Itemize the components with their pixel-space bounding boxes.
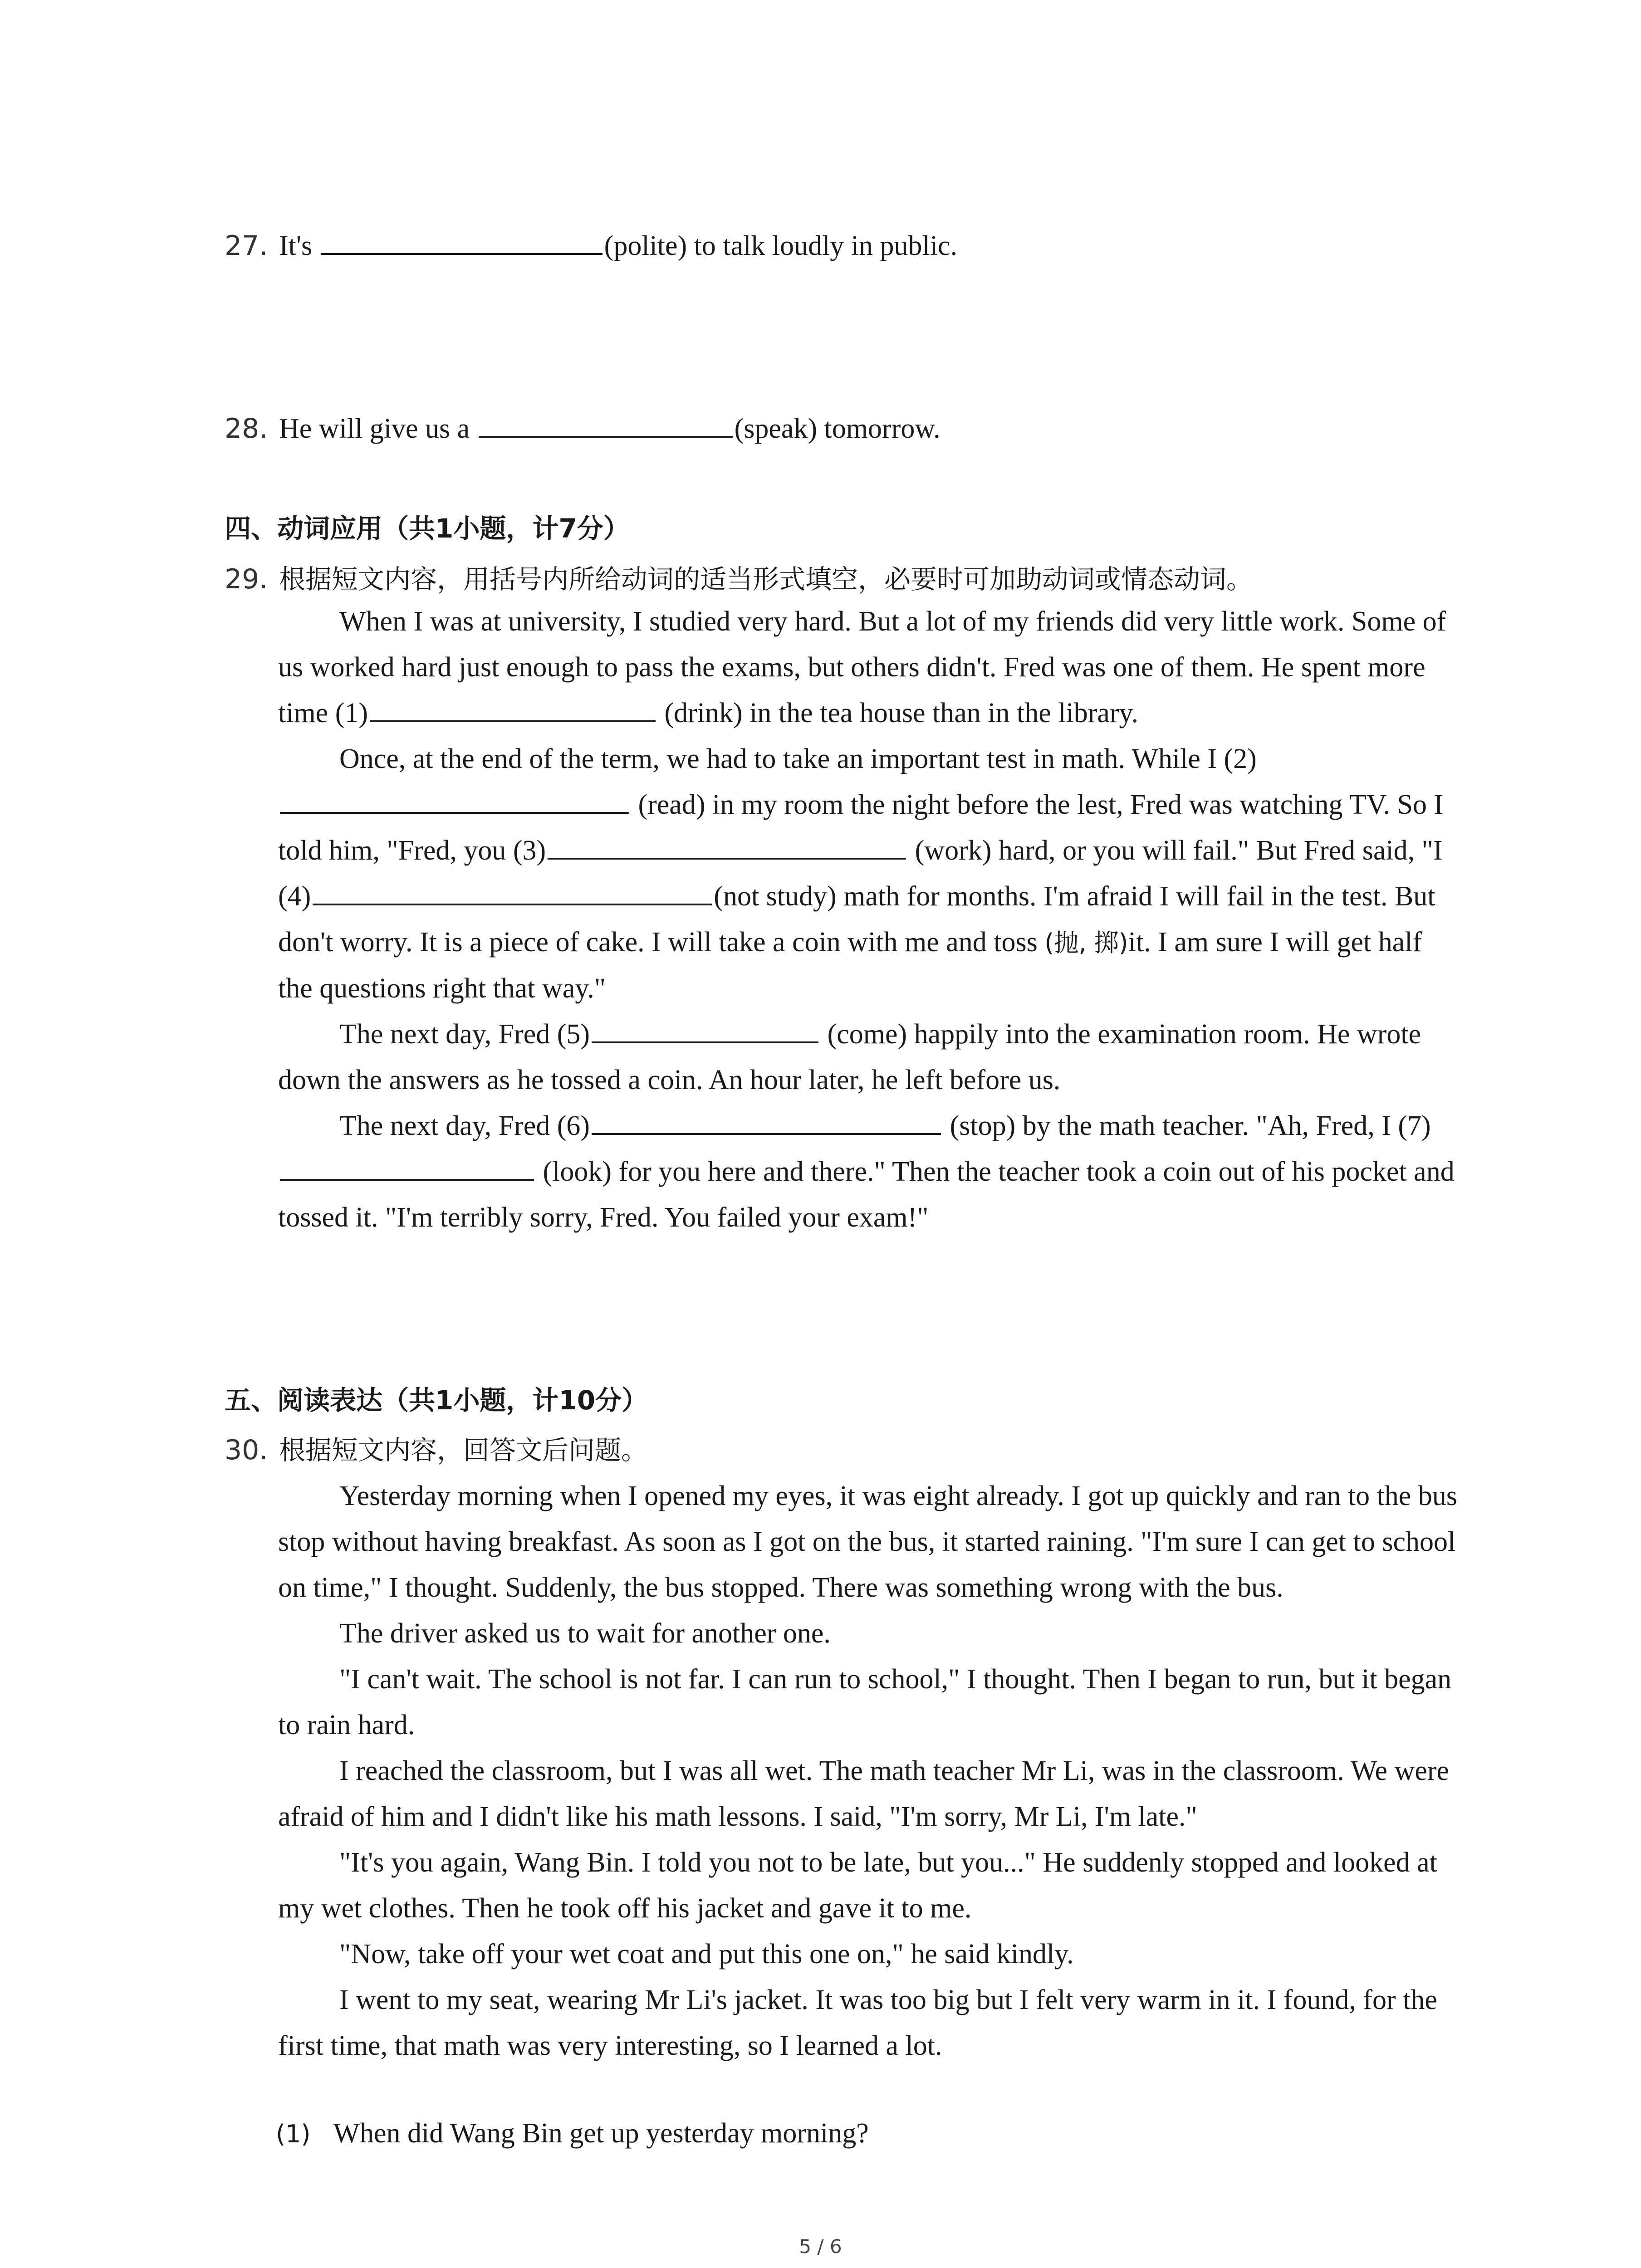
instruction-text: 根据短文内容，用括号内所给动词的适当形式填空，必要时可加助动词或情态动词。	[279, 564, 1253, 595]
question-prefix: He will give us a	[279, 413, 470, 444]
answer-blank[interactable]	[479, 409, 733, 438]
passage-paragraph: Once, at the end of the term, we had to take an important test in math. While I (2) (read) in my room the night before the lest, Fred was watching TV. So I told him, "Fred, you (3) (work) hard, or you will fail." But Fred said, "I (4) (not study) math for months. I'm afraid I will fail in the test. But don't worry. It is a piece of cake. I will take a coin with me and toss (抛, 掷)it. I am sure I will get half the questions right that way."	[278, 743, 1444, 1004]
answer-blank-3[interactable]	[548, 831, 906, 860]
answer-blank-4[interactable]	[313, 876, 712, 905]
passage-paragraph: "Now, take off your wet coat and put this one on," he said kindly.	[339, 1939, 1074, 1970]
answer-blank-1[interactable]	[370, 693, 656, 722]
passage-paragraph: When I was at university, I studied very hard. But a lot of my friends did very little work. Some of us worked hard just enough to pass the exams, but others didn't. Fred was one of them. He spent more time (1) (drink) in the tea house than in the library.	[278, 606, 1446, 728]
question-number: 29.	[225, 563, 268, 595]
passage-paragraph: I went to my seat, wearing Mr Li's jacket. It was too big but I felt very warm in it. I found, for the first time, that math was very interesting, so I learned a lot.	[278, 1984, 1437, 2061]
passage-paragraph: The next day, Fred (6) (stop) by the math teacher. "Ah, Fred, I (7) (look) for you here and there." Then the teacher took a coin out of his pocket and tossed it. "I'm terribly sorry, Fred. You failed your exam!"	[278, 1103, 1458, 1241]
sub-question-text: When did Wang Bin get up yesterday morning?	[333, 2118, 869, 2149]
cloze-passage	[278, 599, 1458, 1241]
section-heading: 四、动词应用（共1小题，计7分）	[225, 513, 630, 544]
question-number: 28.	[225, 413, 268, 445]
question-suffix: (polite) to talk loudly in public.	[604, 230, 958, 261]
question-30-instruction	[225, 1429, 647, 1467]
question-number: 30.	[225, 1434, 268, 1466]
passage-paragraph: The next day, Fred (5) (come) happily into the examination room. He wrote down the answers as he tossed a coin. An hour later, he left before us.	[278, 1012, 1458, 1103]
page-number: 5 / 6	[799, 2235, 842, 2258]
reading-passage	[278, 1473, 1458, 2069]
answer-blank-5[interactable]	[592, 1014, 818, 1043]
sub-question-label: (1)	[276, 2120, 311, 2148]
sub-question-1	[278, 2117, 869, 2150]
section-heading: 五、阅读表达（共1小题，计10分）	[225, 1385, 648, 1416]
passage-paragraph: The driver asked us to wait for another one.	[339, 1618, 831, 1649]
answer-blank-2[interactable]	[280, 785, 629, 814]
question-suffix: (speak) tomorrow.	[734, 413, 941, 444]
question-number: 27.	[225, 230, 268, 262]
passage-paragraph: Yesterday morning when I opened my eyes, it was eight already. I got up quickly and ran to the bus stop without having breakfast. As soon as I got on the bus, it started raining. "I'm sure I can get to school on time," I thought. Suddenly, the bus stopped. There was something wrong with the bus.	[278, 1481, 1457, 1603]
passage-paragraph: "I can't wait. The school is not far. I can run to school," I thought. Then I began to run, but it began to rain hard.	[278, 1664, 1452, 1740]
instruction-text: 根据短文内容，回答文后问题。	[279, 1435, 648, 1466]
answer-blank[interactable]	[321, 226, 603, 255]
passage-paragraph: I reached the classroom, but I was all wet. The math teacher Mr Li, was in the classroom. We were afraid of him and I didn't like his math lessons. I said, "I'm sorry, Mr Li, I'm late."	[278, 1755, 1450, 1832]
answer-blank-7[interactable]	[280, 1152, 534, 1181]
question-27	[225, 226, 957, 260]
question-29-instruction	[225, 558, 1253, 596]
passage-paragraph: "It's you again, Wang Bin. I told you not to be late, but you..." He suddenly stopped and looked at my wet clothes. Then he took off his jacket and gave it to me.	[278, 1847, 1437, 1924]
question-28	[225, 409, 941, 443]
answer-blank-6[interactable]	[592, 1106, 941, 1135]
question-prefix: It's	[279, 230, 313, 261]
